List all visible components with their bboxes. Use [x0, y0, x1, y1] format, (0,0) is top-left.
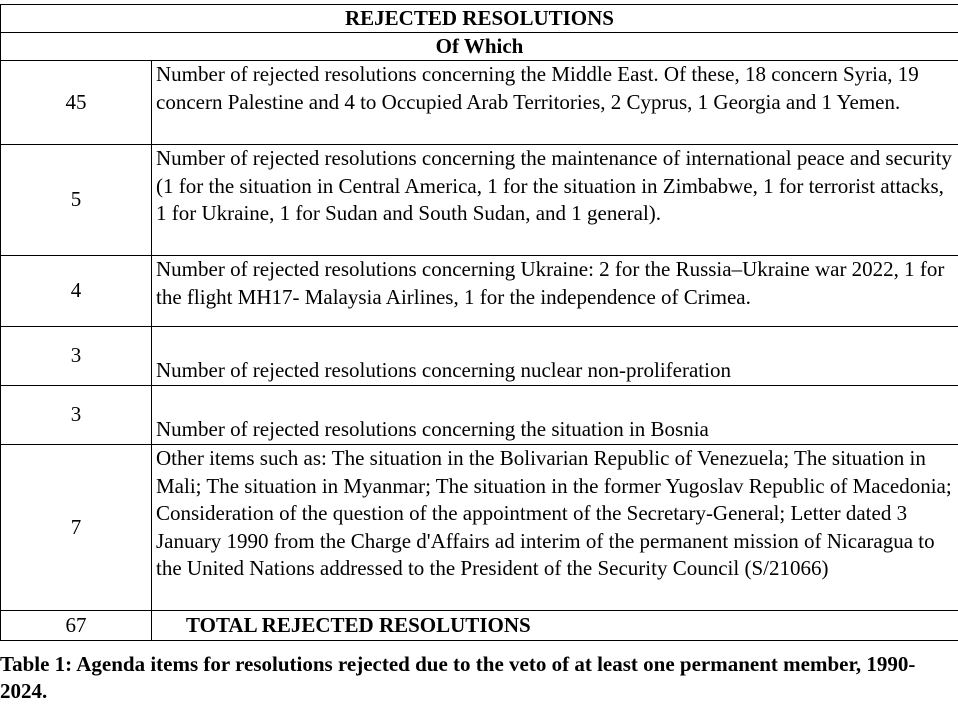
table-total-row [1, 611, 958, 641]
row-count: 7 [1, 445, 152, 611]
total-label: TOTAL REJECTED RESOLUTIONS [152, 611, 958, 641]
table-title: REJECTED RESOLUTIONS [1, 5, 958, 33]
table-row [1, 386, 958, 445]
row-description-text: Number of rejected resolutions concerning nuclear non-proliferation [156, 357, 731, 382]
row-count: 3 [1, 386, 152, 445]
total-count: 67 [1, 611, 152, 641]
table-subtitle-row [1, 33, 958, 61]
table-row [1, 61, 958, 145]
table-row [1, 445, 958, 611]
row-description: Number of rejected resolutions concerning the Middle East. Of these, 18 concern Syria, 19 concern Palestine and 4 to Occupied Arab Territories, 2 Cyprus, 1 Georgia and 1 Yemen. [152, 61, 958, 145]
row-description-text: Number of rejected resolutions concerning the situation in Bosnia [156, 416, 709, 441]
table-title-row [1, 5, 958, 33]
row-count: 45 [1, 61, 152, 145]
row-description: Number of rejected resolutions concerning Ukraine: 2 for the Russia–Ukraine war 2022, 1 for the flight MH17- Malaysia Airlines, 1 for the independence of Crimea. [152, 256, 958, 327]
table-caption: Table 1: Agenda items for resolutions rejected due to the veto of at least one permanent member, 1990-2024. [0, 652, 916, 703]
row-count: 5 [1, 145, 152, 256]
rejected-resolutions-table [0, 4, 958, 641]
table-subtitle: Of Which [1, 33, 958, 61]
table-row [1, 145, 958, 256]
row-description [152, 386, 958, 445]
table-row [1, 327, 958, 386]
row-count: 4 [1, 256, 152, 327]
row-count: 3 [1, 327, 152, 386]
table-row [1, 256, 958, 327]
row-description: Number of rejected resolutions concerning the maintenance of international peace and security (1 for the situation in Central America, 1 for the situation in Zimbabwe, 1 for terrorist attacks, 1 for Ukraine, 1 for Sudan and South Sudan, and 1 general). [152, 145, 958, 256]
row-description [152, 327, 958, 386]
row-description: Other items such as: The situation in the Bolivarian Republic of Venezuela; The situation in Mali; The situation in Myanmar; The situation in the former Yugoslav Republic of Macedonia; Consideration of the question of the appointment of the Secretary-General; Letter dated 3 January 1990 from the Charge d'Affairs ad interim of the permanent mission of Nicaragua to the United Nations addressed to the President of the Security Council (S/21066) [152, 445, 958, 611]
